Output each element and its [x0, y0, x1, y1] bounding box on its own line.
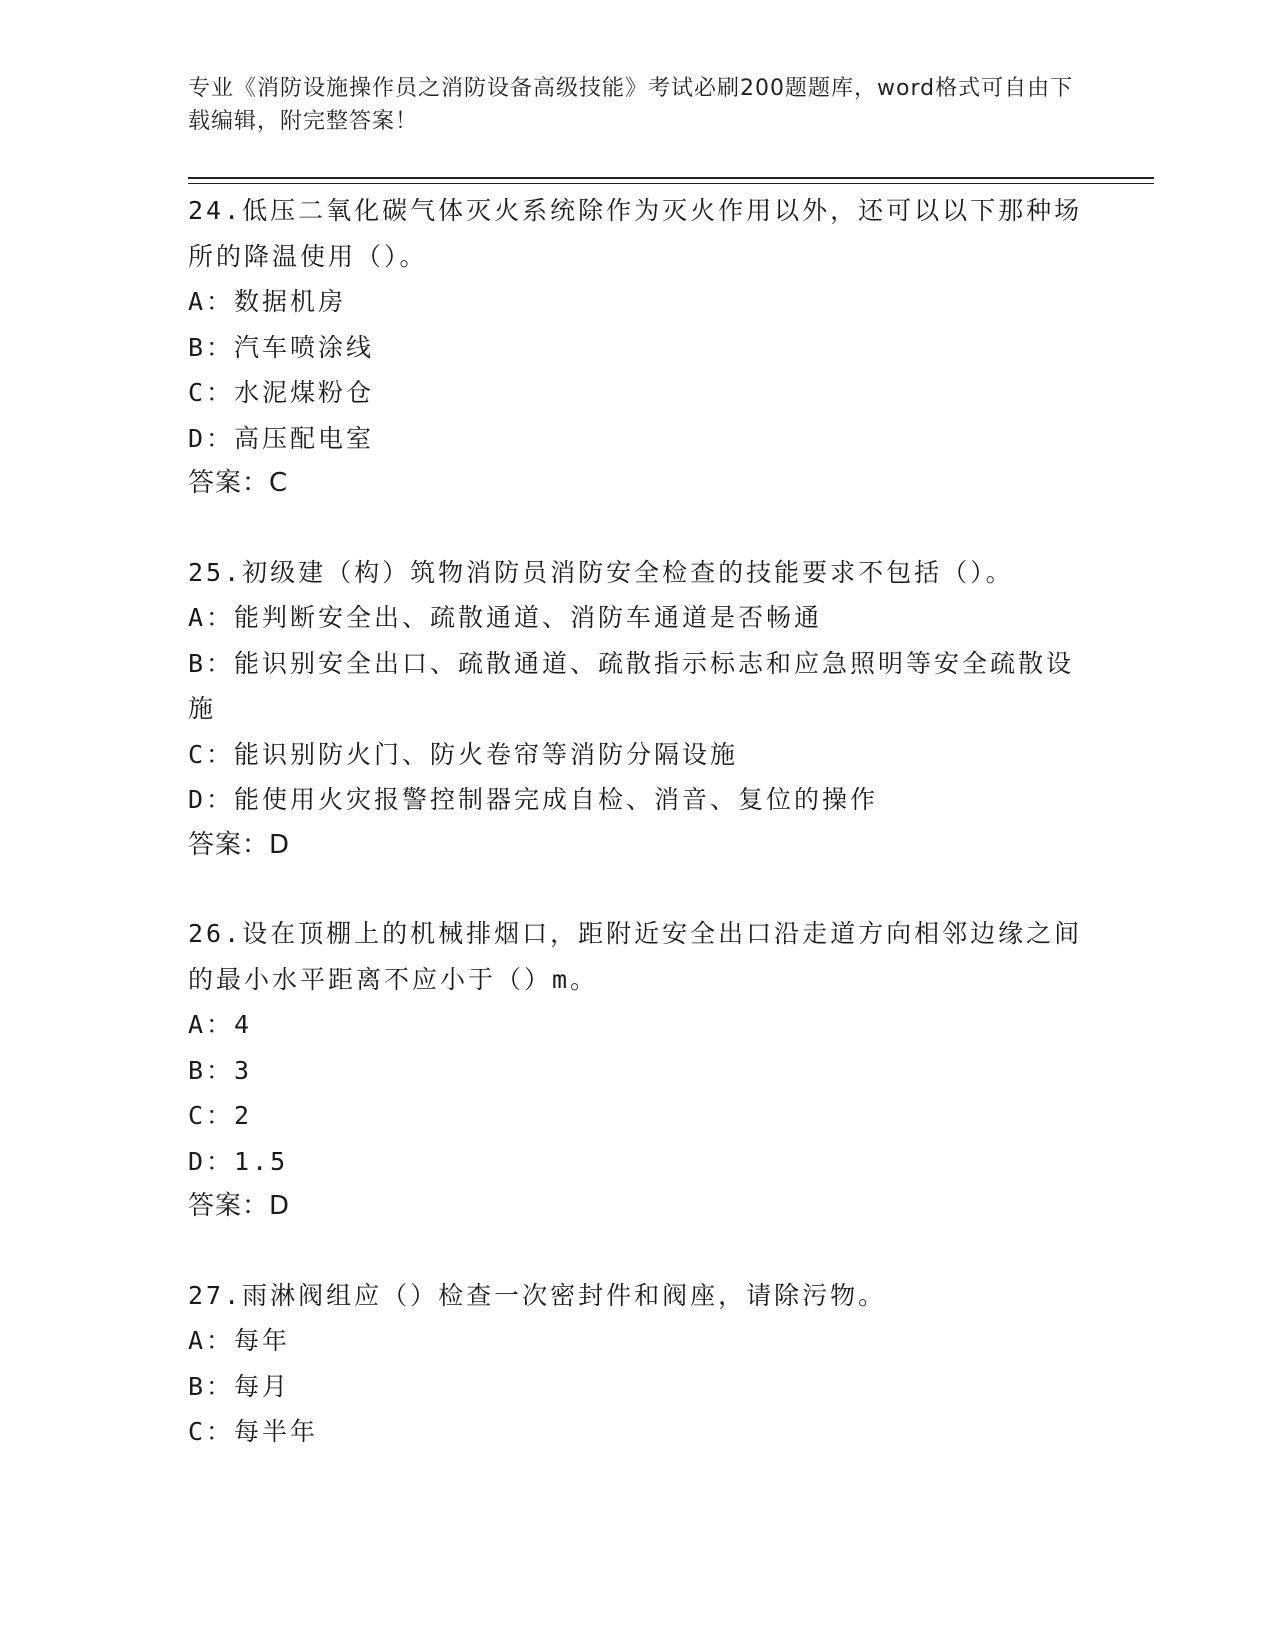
- option-a: A：4: [188, 1010, 253, 1039]
- question-stem: 26.设在顶棚上的机械排烟口，距附近安全出口沿走道方向相邻边缘之间的最小水平距离不应小于（）m。: [188, 919, 1083, 994]
- question-stem: 24.低压二氧化碳气体灭火系统除作为灭火作用以外，还可以以下那种场所的降温使用（）。: [188, 196, 1083, 271]
- document-header: 专业《消防设施操作员之消防设备高级技能》考试必刷200题题库，word格式可自由下载编辑，附完整答案！: [188, 76, 1074, 134]
- header-rule-thin: [188, 183, 1154, 184]
- question-25: [188, 550, 1088, 869]
- option-b: B：汽车喷涂线: [188, 332, 375, 362]
- question-gap: [188, 507, 1088, 550]
- option-d: D：能使用火灾报警控制器完成自检、消音、复位的操作: [188, 785, 879, 814]
- option-a: A：数据机房: [188, 287, 347, 316]
- option-d: D：1.5: [188, 1146, 289, 1176]
- question-stem: 25.初级建（构）筑物消防员消防安全检查的技能要求不包括（）。: [188, 557, 1014, 587]
- answer: 答案：D: [188, 829, 291, 860]
- header-rule-thick: [188, 177, 1154, 179]
- question-list: [188, 188, 1088, 1455]
- question-stem: 27.雨淋阀组应（）检查一次密封件和阀座，请除污物。: [188, 1280, 887, 1310]
- option-b: B：3: [188, 1055, 253, 1085]
- option-c: C：2: [188, 1101, 253, 1130]
- option-b: B：能识别安全出口、疏散通道、疏散指示标志和应急照明等安全疏散设施: [188, 648, 1075, 723]
- question-26: [188, 911, 1088, 1230]
- option-c: C：水泥煤粉仓: [188, 378, 375, 407]
- option-a: A：能判断安全出、疏散通道、消防车通道是否畅通: [188, 603, 823, 632]
- option-a: A：每年: [188, 1326, 291, 1355]
- option-d: D：高压配电室: [188, 423, 375, 453]
- option-b: B：每月: [188, 1371, 291, 1401]
- question-24: [188, 188, 1088, 507]
- option-c: C：能识别防火门、防火卷帘等消防分隔设施: [188, 739, 739, 769]
- option-c: C：每半年: [188, 1417, 319, 1446]
- answer: 答案：C: [188, 468, 289, 498]
- question-gap: [188, 868, 1088, 911]
- question-gap: [188, 1230, 1088, 1273]
- answer: 答案：D: [188, 1191, 291, 1221]
- question-27: [188, 1273, 1088, 1455]
